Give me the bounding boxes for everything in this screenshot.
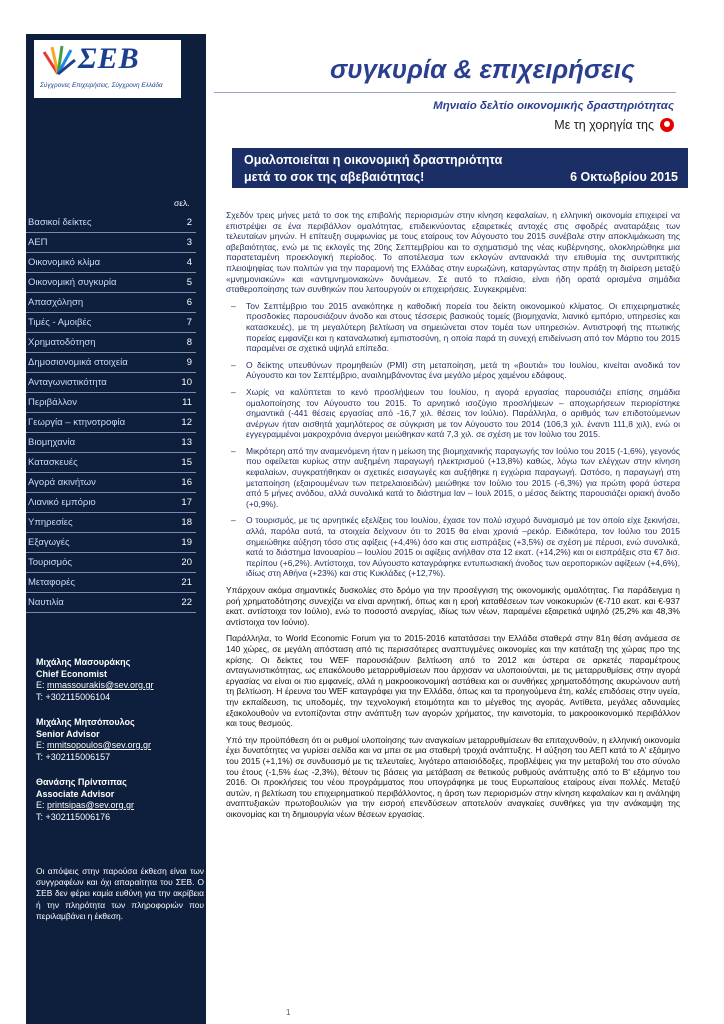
toc-item-page: 3 bbox=[186, 237, 192, 248]
toc-item[interactable] bbox=[26, 273, 196, 293]
toc-item[interactable] bbox=[26, 453, 196, 473]
contacts bbox=[36, 657, 196, 837]
contact-role: Associate Advisor bbox=[36, 788, 115, 799]
contact-phone: T: +302115006176 bbox=[36, 811, 111, 822]
toc-item-page: 8 bbox=[186, 337, 192, 348]
toc-item[interactable] bbox=[26, 413, 196, 433]
list-item: – Τον Σεπτέμβριο του 2015 ανακόπηκε η καθοδική πορεία του δείκτη οικονομικού κλίματος. Οι επιχειρηματικές προσδοκίες παρουσιάζουν άνοδο και στους τέσσερις βασικούς τομείς (βιομηχανία, λιανικό εμπόριο, υπηρεσίες και κατασκευές), με τη μεγαλύτερη βελτίωση να σημειώνεται στον τομέα των υπηρεσιών. Αντιστροφή της πτωτικής πορείας εμφανίζει και η καταναλωτική εμπιστοσύνη, η οποία παρά τη συνεχή επιδείνωση από τον Μάρτιο του 2015 παραμένει σε σχετικά υψηλά επίπεδα. bbox=[246, 301, 680, 354]
title-banner bbox=[232, 148, 688, 188]
contact-email-row bbox=[36, 740, 196, 752]
vodafone-logo-icon bbox=[660, 118, 674, 132]
logo-burst-icon bbox=[40, 44, 76, 78]
toc-item-label: Υπηρεσίες bbox=[28, 517, 73, 528]
sponsor-line bbox=[554, 118, 674, 132]
toc-item[interactable] bbox=[26, 373, 196, 393]
toc-item[interactable] bbox=[26, 553, 196, 573]
toc-item-label: Κατασκευές bbox=[28, 457, 78, 468]
toc-item-label: Βιομηχανία bbox=[28, 437, 76, 448]
logo-text: ΣΕΒ bbox=[78, 42, 140, 75]
contact-name: Θανάσης Πρίντσιπας bbox=[36, 777, 127, 787]
toc-item-label: Μεταφορές bbox=[28, 577, 75, 588]
intro-paragraph: Σχεδόν τρεις μήνες μετά το σοκ της επιβολής περιορισμών στην κίνηση κεφαλαίων, η ελληνική οικονομία επιχειρεί να επιστρέψει σε ένα περιβάλλον ομαλότητας, επιδεικνύοντας εξαιρετικές αντοχές στις σφοδρές αναταράξεις των τελευταίων μηνών. Η επίτευξη συμφωνίας με τους εταίρους τον Αύγουστο του 2015 συνέβαλε στην αποκλιμάκωση της αβεβαιότητας, ενώ με τις εκλογές της 20ης Σεπτεμβρίου και το σχηματισμό της νέας κυβέρνησης, ολοκληρώθηκε μια παρατεταμένη προεκλογική περίοδος. Το αποτέλεσμα των εκλογών αντανακλά την επιθυμία της συντριπτικής πλειοψηφίας των πολιτών για την παραμονή της Ελλάδας στην ευρωζώνη, καταργώντας στην πράξη τη διαίρεση μεταξύ «μνημονιακών» και «αντιμνημονιακών» δυνάμεων. Σε αυτό το πλαίσιο, είναι ήδη ορατά ορισμένα σημάδια σταθεροποίησης των συνθηκών που λειτουργούν οι επιχειρήσεις. Συγκεκριμένα: bbox=[226, 210, 680, 295]
contact-phone: T: +302115006104 bbox=[36, 691, 111, 702]
toc-item[interactable] bbox=[26, 293, 196, 313]
key-points-list bbox=[226, 301, 680, 579]
toc-item-page: 15 bbox=[181, 457, 192, 468]
contact-email-row bbox=[36, 800, 196, 812]
publication-subtitle: Μηνιαίο δελτίο οικονομικής δραστηριότητας bbox=[433, 100, 674, 112]
disclaimer: Οι απόψεις στην παρούσα έκθεση είναι των συγγραφέων και όχι απαραίτητα του ΣΕΒ. Ο ΣΕΒ δεν φέρει καμία ευθύνη για την ακρίβεια ή την πληρότητα των πληροφοριών που περιλαμβάνει η έκθεση. bbox=[36, 866, 204, 921]
sev-logo bbox=[34, 40, 181, 98]
toc-item-page: 18 bbox=[181, 517, 192, 528]
email-prefix: E: bbox=[36, 740, 48, 750]
toc-item-page: 4 bbox=[186, 257, 192, 268]
toc-item-page: 17 bbox=[181, 497, 192, 508]
toc-item-page: 10 bbox=[181, 377, 192, 388]
toc-item-label: Περιβάλλον bbox=[28, 397, 77, 408]
toc-item-label: Οικονομική συγκυρία bbox=[28, 277, 117, 288]
toc-item-page: 19 bbox=[181, 537, 192, 548]
list-item: – Χωρίς να καλύπτεται το κενό προσλήψεων του Ιουλίου, η αγορά εργασίας παρουσιάζει επίσης σημάδια ομαλοποίησης τον Αύγουστο του 2015. Το αρνητικό ισοζύγιο προσλήψεων – αποχωρήσεων περιορίστηκε σημαντικά (-441 θέσεις εργασίας από -16,7 χιλ. θέσεις τον Ιούλιο). Παράλληλα, ο αριθμός των επιδοτούμενων ανέργων ήταν αισθητά χαμηλότερος σε σύγκριση με τον Αύγουστο του 2014 (106,3 χιλ. έναντι 111,8 χιλ), ενώ οι εγγεγραμμένοι μακροχρόνια άνεργοι μειώθηκαν κατά 7,3 χιλ. σε σχέση με τον Ιούλιο του 2015. bbox=[246, 387, 680, 440]
paragraph: Υπάρχουν ακόμα σημαντικές δυσκολίες στο δρόμο για την προσέγγιση της οικονομικής ομαλότητας. Για παράδειγμα η ροή χρηματοδότησης συνεχίζει να είναι αρνητική, όπως και η εροή καταθέσεων των νοικοκυριών (€-710 εκατ. και €-937 εκατ. αντίστοιχα τον Ιούλιο), ενώ το ποσοστό ανεργίας, ιδίως των νέων, παραμένει εξαιρετικά υψηλό (25,2% και 48,3% αντίστοιχα τον Ιούνιο). bbox=[226, 585, 680, 627]
list-item: – Μικρότερη από την αναμενόμενη ήταν η μείωση της βιομηχανικής παραγωγής τον Ιούλιο του 2015 (-1,6%), γεγονός που οφείλεται κυρίως στην αυξημένη παραγωγή ηλεκτρισμού (+13,8%) καθώς, λόγω των ελέγχων στην κίνηση κεφαλαίων, συγκρατήθηκαν οι σχετικές εισαγωγές και αυξήθηκε η εγχώρια παραγωγή. Ωστόσο, η παραγωγή στη μεταποίηση (εξαιρουμένων των πετρελαιοειδών) μειώθηκε τον Ιούλιο του 2015 (-6,3%) για πρώτη φορά ύστερα από 5 μήνες ανόδου, αλλά συνολικά κατά το διάστημα Ιαν – Ιουλ 2015, ο μέσος δείκτης παρουσιάζει οριακή άνοδο (+0,9%). bbox=[246, 446, 680, 510]
list-item: – Ο δείκτης υπευθύνων προμηθειών (PMI) στη μεταποίηση, μετά τη «βουτιά» του Ιουλίου, κινείται ανοδικά τον Αύγουστο και τον Σεπτέμβριο, αναιλημβάνοντας ένα μεγάλο μέρος χαμένου εδάφους. bbox=[246, 360, 680, 381]
header-divider bbox=[214, 92, 676, 93]
page-number: 1 bbox=[286, 1008, 291, 1017]
contact-card bbox=[36, 657, 196, 703]
publication-title: συγκυρία & επιχειρήσεις bbox=[330, 54, 635, 84]
toc-item-page: 6 bbox=[186, 297, 192, 308]
toc-item[interactable] bbox=[26, 473, 196, 493]
toc-item-page: 5 bbox=[186, 277, 192, 288]
toc-item-page: 22 bbox=[181, 597, 192, 608]
headline-line-1: Ομαλοποιείται η οικονομική δραστηριότητα bbox=[244, 153, 503, 167]
email-prefix: E: bbox=[36, 680, 48, 690]
toc-item-label: Ναυτιλία bbox=[28, 597, 64, 608]
contact-role: Chief Economist bbox=[36, 668, 108, 679]
toc-item[interactable] bbox=[26, 593, 196, 613]
toc-item-page: 16 bbox=[181, 477, 192, 488]
headline-line-2: μετά το σοκ της αβεβαιότητας! bbox=[244, 170, 425, 184]
toc-item-label: ΑΕΠ bbox=[28, 237, 48, 248]
toc-item[interactable] bbox=[26, 393, 196, 413]
toc-item-label: Ανταγωνιστικότητα bbox=[28, 377, 107, 388]
toc-item-page: 7 bbox=[186, 317, 192, 328]
toc-item-page: 20 bbox=[181, 557, 192, 568]
toc-item[interactable] bbox=[26, 353, 196, 373]
toc-item[interactable] bbox=[26, 253, 196, 273]
paragraph: Παράλληλα, το World Economic Forum για το 2015-2016 κατατάσσει την Ελλάδα σταθερά στην 81η θέση ανάμεσα σε 140 χώρες, σε μεγάλη απόσταση από τις περισσότερες αναπτυγμένες οικονομίες και την κατάταξη της χώρας προ της κρίσης. Οι δείκτες του WEF παρουσιάζουν βελτίωση από το 2012 και ύστερα σε αρκετές παραμέτρους ανταγωνιστικότητας, ως επακόλουθο μεταρρυθμίσεων που άρχισαν να υλοποιούνται, με τις μεταρρυθμίσεις στην αγορά εργασίας να είναι οι πιο εμφανείς, αλλά η μακροοικονομική αστάθεια και οι συνθήκες χρηματοδότησης ακυρώνουν αυτή τη βελτίωση. Η έρευνα του WEF καταγράφει για την Ελλάδα, όπως και τα προηγούμενα έτη, καλές επιδόσεις στην υγεία, την εκπαίδευση, τις υποδομές, την τεχνολογική ετοιμότητα και το μέγεθος της αγοράς. Αντίθετα, μεγάλες αδυναμίες εξακολουθούν να εντοπίζονται στην ανάπτυξη των αγορών χρήματος, την καινοτομία, το μακροοικονομικό περιβάλλον και τους θεσμούς. bbox=[226, 633, 680, 729]
toc-item-label: Αγορά ακινήτων bbox=[28, 477, 96, 488]
toc-item-page: 2 bbox=[186, 217, 192, 228]
contact-email-link[interactable]: mmitsopoulos@sev.org.gr bbox=[47, 740, 152, 750]
contact-card bbox=[36, 777, 196, 823]
toc-item-label: Τιμές - Αμοιβές bbox=[28, 317, 92, 328]
article-body bbox=[226, 210, 680, 825]
logo-tagline: Σύγχρονες Επιχειρήσεις, Σύγχρονη Ελλάδα bbox=[40, 82, 163, 89]
contact-phone: T: +302115006157 bbox=[36, 751, 111, 762]
toc-item-label: Λιανικό εμπόριο bbox=[28, 497, 96, 508]
toc-item-page: 9 bbox=[186, 357, 192, 368]
issue-date: 6 Οκτωβρίου 2015 bbox=[570, 170, 678, 184]
toc-item-label: Τουρισμός bbox=[28, 557, 72, 568]
toc-page-header: σελ. bbox=[174, 198, 190, 208]
contact-email-row bbox=[36, 680, 196, 692]
contact-name: Μιχάλης Μασουράκης bbox=[36, 657, 131, 667]
toc-item-label: Οικονομικό κλίμα bbox=[28, 257, 101, 268]
toc-item-label: Χρηματοδότηση bbox=[28, 337, 96, 348]
toc-item[interactable] bbox=[26, 213, 196, 233]
contact-card bbox=[36, 717, 196, 763]
toc-item[interactable] bbox=[26, 233, 196, 253]
toc-item[interactable] bbox=[26, 313, 196, 333]
toc-item[interactable] bbox=[26, 513, 196, 533]
toc-item-label: Εξαγωγές bbox=[28, 537, 70, 548]
table-of-contents bbox=[26, 213, 196, 613]
toc-item-label: Γεωργία – κτηνοτροφία bbox=[28, 417, 126, 428]
toc-item-page: 13 bbox=[181, 437, 192, 448]
toc-item-page: 12 bbox=[181, 417, 192, 428]
toc-item[interactable] bbox=[26, 533, 196, 553]
contact-email-link[interactable]: mmassourakis@sev.org.gr bbox=[47, 680, 154, 690]
contact-name: Μιχάλης Μητσόπουλος bbox=[36, 717, 135, 727]
toc-item[interactable] bbox=[26, 333, 196, 353]
toc-item-page: 21 bbox=[181, 577, 192, 588]
toc-item-label: Βασικοί δείκτες bbox=[28, 217, 92, 228]
toc-item[interactable] bbox=[26, 433, 196, 453]
toc-item[interactable] bbox=[26, 573, 196, 593]
list-item: – Ο τουρισμός, με τις αρνητικές εξελίξεις του Ιουλίου, έχασε τον πολύ ισχυρό δυναμισμό με τον οποίο είχε ξεκινήσει, αλλά, παρόλα αυτά, τα στοιχεία δείχνουν ότι το 2015 θα είναι χρονιά –ρεκόρ. Ειδικότερα, τον Ιούλιο του 2015 σημειώθηκε αύξηση τόσο στις αφίξεις (+4,4%) όσο και στις εισπράξεις (+3,5%) σε σχέση με πέρυσι, ενώ συνολικά, κατά το διάστημα Ιανουαρίου – Ιουλίου 2015 οι αφίξεις ανήλθαν στα 12 εκατ. (+14,2%) και οι εισπράξεις στα €7 δισ. περίπου (+6,2%). Αντίστοιχα, τον Αύγουστο καταγράφηκε εντυπωσιακή άνοδος των αεροπορικών αφίξεων (+4,6%), ιδίως στη Αθήνα (+23%) και στις Κυκλάδες (+12,7%). bbox=[246, 515, 680, 579]
contact-role: Senior Advisor bbox=[36, 728, 100, 739]
email-prefix: E: bbox=[36, 800, 48, 810]
toc-item-page: 11 bbox=[182, 397, 192, 408]
paragraph: Υπό την προϋπόθεση ότι οι ρυθμοί υλοποίησης των αναγκαίων μεταρρυθμίσεων θα επιταχυνθούν, η ελληνική οικονομία έχει δυνατότητες να γυρίσει σελίδα και να μπει σε μια σταθερή τροχιά ανάπτυξης. Η αύξηση του ΑΕΠ κατά το Α' εξάμηνο του 2015 (+1,1%) σε συνδυασμό με τις τελευταίες, λιγότερο απαισιόδοξες, προβλέψεις για την μεταβολή του στο σύνολο του έτους (-1,5% έως -2,3%), θέτουν τις βάσεις για μετάβαση σε θετικούς ρυθμούς ανάπτυξης από το Β' εξάμηνο του 2016. Οι προκλήσεις του νέου προγράμματος που υπογράφηκε με τους Ευρωπαίους εταίρους είναι πολλές. Μεταξύ αυτών, η βελτίωση του επιχειρηματικού περιβάλλοντος, η άρση των περιορισμών στην κίνηση κεφαλαίων και η ανάληψη αναπτυξιακών πρωτοβουλιών για την εισροή επενδύσεων αποτελούν αναγκαίες συνθήκες για την ανάκαμψη της οικονομίας και τη δημιουργία νέων θέσεων εργασίας. bbox=[226, 734, 680, 819]
toc-item[interactable] bbox=[26, 493, 196, 513]
toc-item-label: Δημοσιονομικά στοιχεία bbox=[28, 357, 128, 368]
toc-item-label: Απασχόληση bbox=[28, 297, 84, 308]
contact-email-link[interactable]: printsipas@sev.org.gr bbox=[47, 800, 135, 810]
sponsor-text: Με τη χορηγία της bbox=[554, 118, 654, 132]
